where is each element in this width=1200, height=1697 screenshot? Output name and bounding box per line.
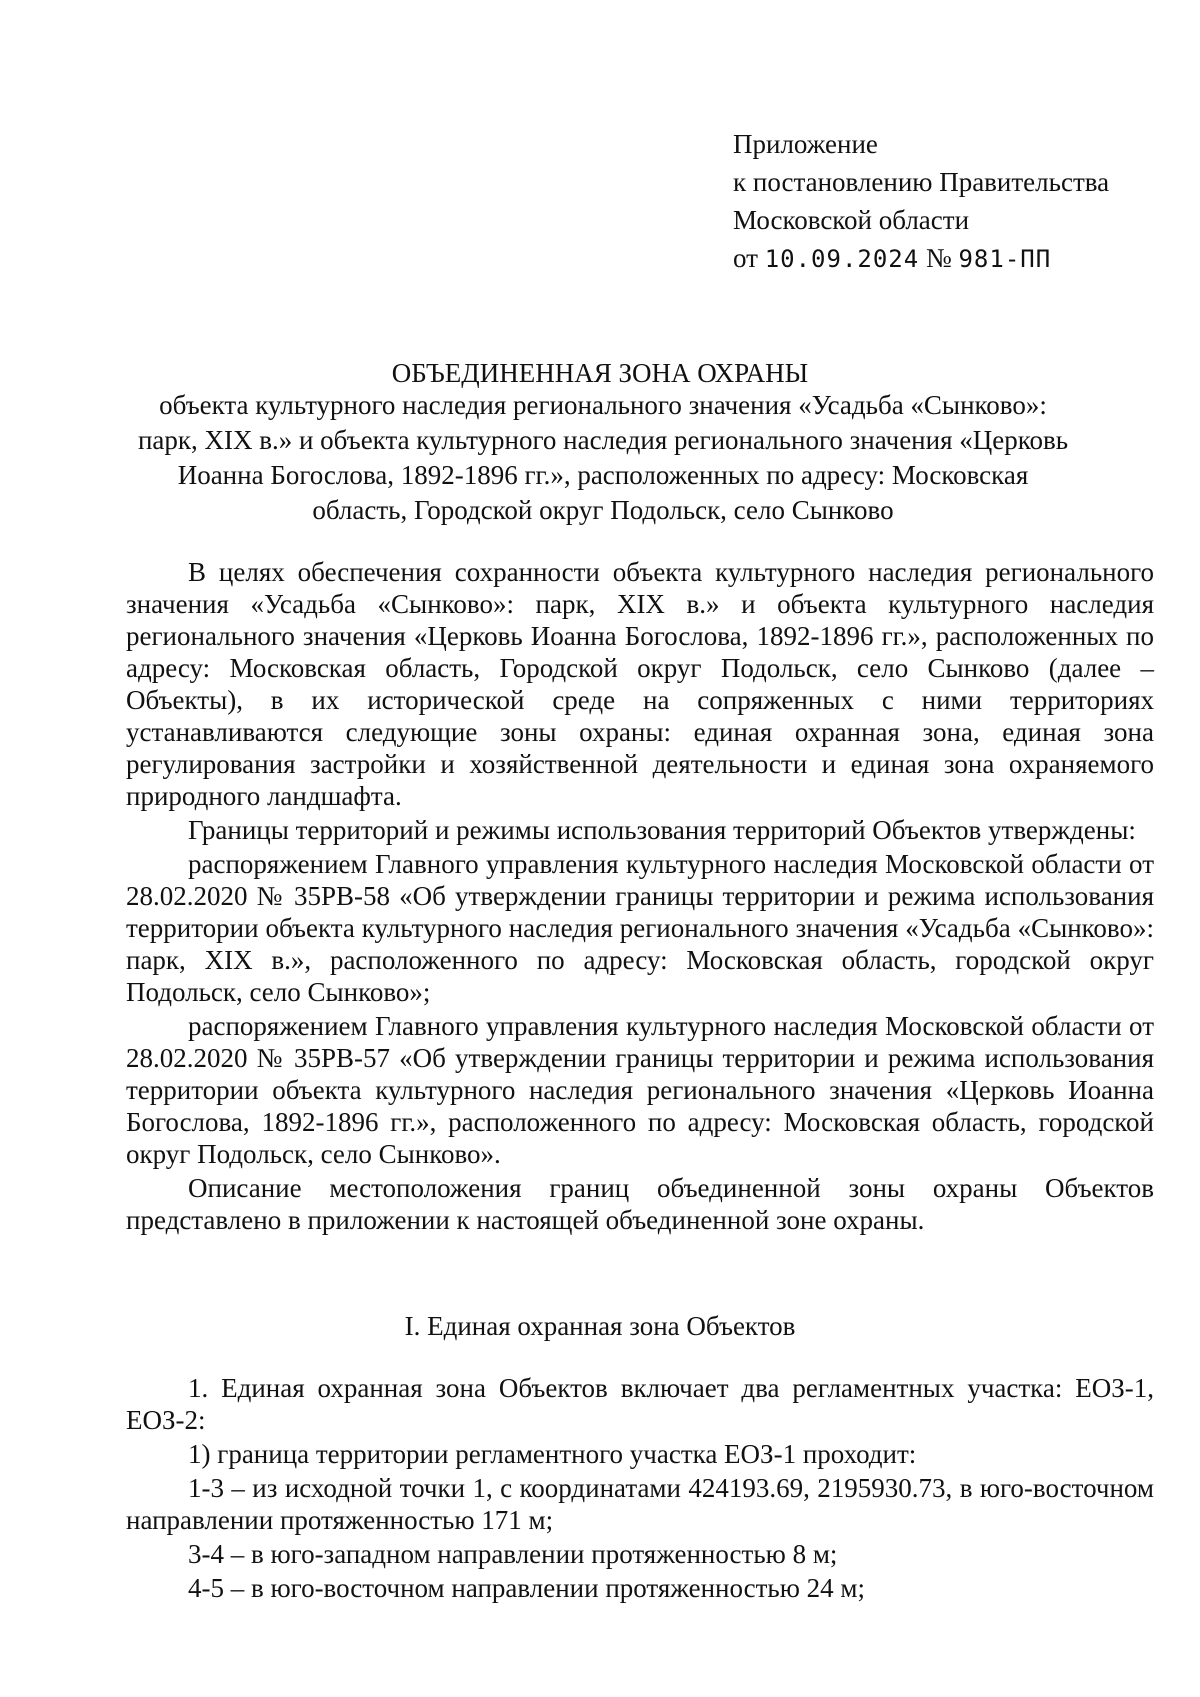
paragraph-order-57: распоряжением Главного управления культурного наследия Московской области от 28.02.2020 № 35РВ-57 «Об утверждении границы территории и режима использования территории объекта культурного наследия регионального значения «Церковь Иоанна Богослова, 1892-1896 гг.», расположенного по адресу: Московская область, городской округ Подольск, село Сынково». (126, 1011, 1154, 1169)
paragraph-purpose: В целях обеспечения сохранности объекта культурного наследия регионального значения «Усадьба «Сынково»: парк, XIX в.» и объекта культурного наследия регионального значения «Церковь Иоанна Богослова, 1892-1896 гг.», расположенных по адресу: Московская область, Городской округ Подольск, село Сынково (далее – Объекты), в их исторической среде на сопряженных с ними территориях устанавливаются следующие зоны охраны: единая охранная зона, единая зона регулирования застройки и хозяйственной деятельности и единая зона охраняемого природного ландшафта. (126, 557, 1154, 811)
document-title: ОБЪЕДИНЕННАЯ ЗОНА ОХРАНЫ (391, 358, 809, 388)
paragraph-description: Описание местоположения границ объединенной зоны охраны Объектов представлено в приложении к настоящей объединенной зоне охраны. (126, 1173, 1154, 1235)
section-paragraph: 1. Единая охранная зона Объектов включает два регламентных участка: ЕОЗ-1, ЕОЗ-2: (126, 1373, 1154, 1435)
section-text (126, 1372, 1154, 1604)
preamble-text (126, 556, 1154, 1236)
number-sign: № (925, 243, 952, 273)
decree-number: 981-ПП (958, 245, 1052, 273)
section-paragraph: 4-5 – в юго-восточном направлении протяженностью 24 м; (188, 1573, 865, 1603)
section-paragraph: 1-3 – из исходной точки 1, с координатами 424193.69, 2195930.73, в юго-восточном направлении протяженностью 171 м; (126, 1473, 1154, 1535)
section-paragraph: 1) граница территории регламентного участка ЕОЗ-1 проходит: (188, 1439, 917, 1469)
date-prefix: от (733, 243, 758, 273)
paragraph-boundaries: Границы территорий и режимы использования территорий Объектов утверждены: (188, 815, 1136, 845)
paragraph-order-58: распоряжением Главного управления культурного наследия Московской области от 28.02.2020 № 35РВ-58 «Об утверждении границы территории и режима использования территории объекта культурного наследия регионального значения «Усадьба «Сынково»: парк, XIX в.», расположенного по адресу: Московская область, городской округ Подольск, село Сынково»; (126, 849, 1154, 1007)
decree-date: 10.09.2024 (764, 245, 920, 273)
section-paragraph: 3-4 – в юго-западном направлении протяженностью 8 м; (188, 1539, 838, 1569)
appendix-region: Московской области (733, 205, 970, 235)
appendix-reference: к постановлению Правительства (733, 167, 1110, 197)
appendix-heading: Приложение (733, 129, 878, 159)
section-heading: I. Единая охранная зона Объектов (404, 1311, 796, 1341)
appendix-date-line (733, 239, 1173, 278)
appendix-block (733, 125, 1173, 278)
document-subtitle: объекта культурного наследия регионального значения «Усадьба «Сынково»: парк, XIX в.» и объекта культурного наследия регионального значения «Церковь Иоанна Богослова, 1892-1896 гг.», расположенных по адресу: Московская область, Городской округ Подольск, село Сынково (137, 390, 1069, 525)
